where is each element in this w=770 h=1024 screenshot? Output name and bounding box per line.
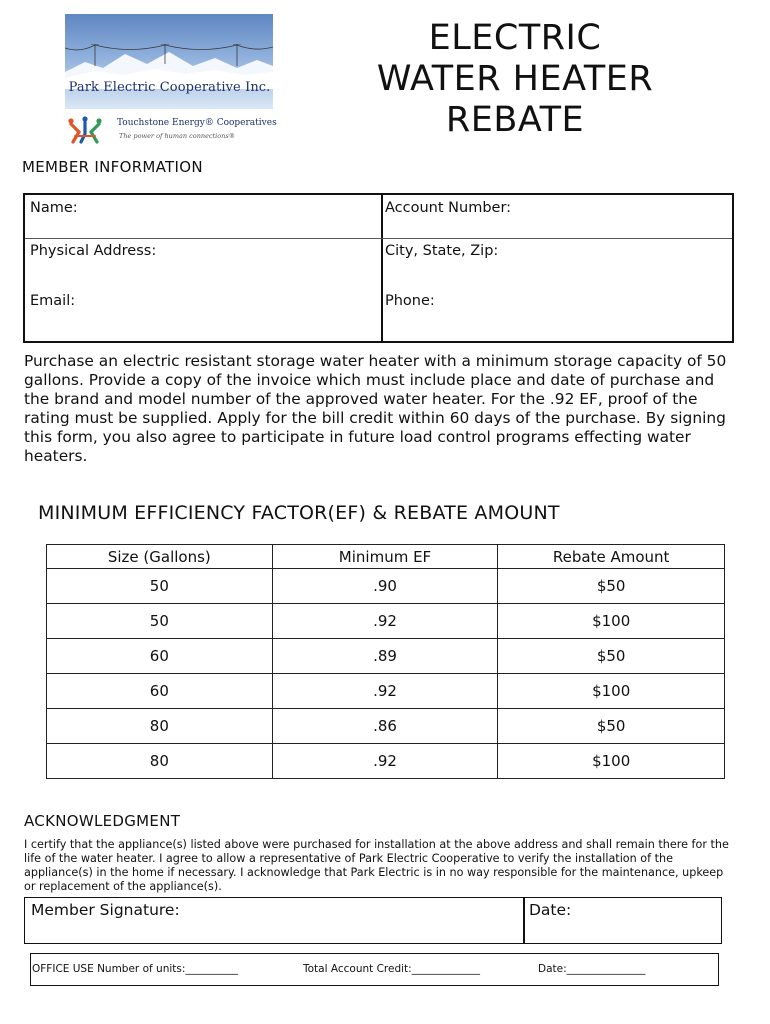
ef-cell: .89 [272,639,498,674]
size-cell: 80 [47,744,273,779]
title-line: REBATE [445,100,585,140]
account-number-field[interactable]: Account Number: [385,200,512,216]
table-row [47,744,725,779]
form-title [330,18,700,141]
column-header: Rebate Amount [498,545,725,569]
logo-org-name: Park Electric Cooperative Inc. [68,80,271,95]
member-info-grid [23,193,734,343]
ef-cell: .92 [272,674,498,709]
table-header-row [47,545,725,569]
email-field[interactable]: Email: [30,293,76,309]
physical-address-field[interactable]: Physical Address: [30,243,157,259]
column-header: Size (Gallons) [47,545,273,569]
rebate-table [46,544,725,779]
rebate-cell: $100 [498,674,725,709]
table-row [47,709,725,744]
ef-cell: .92 [272,604,498,639]
touchstone-energy-mark [67,116,277,146]
phone-field[interactable]: Phone: [385,293,435,309]
member-signature-field[interactable]: Member Signature: [31,901,180,919]
rebate-cell: $100 [498,744,725,779]
table-row [47,604,725,639]
table-row [47,674,725,709]
office-date-field[interactable]: Date:_______________ [538,963,646,975]
acknowledgment-text: I certify that the appliance(s) listed above were purchased for installation at the above address and shall remain there for the life of the water heater. I agree to allow a representative of Park Electric Cooperative to verify the installation of the appliance(s) in the home if necessary. I acknowledge that Park Electric is in no way responsible for the maintenance, upkeep or replacement of the appliance(s). [24,838,729,893]
ef-cell: .92 [272,744,498,779]
logo-partner-name: Touchstone Energy® Cooperatives [117,118,277,128]
touchstone-people-icon [67,116,103,144]
acknowledgment-heading: ACKNOWLEDGMENT [24,812,181,830]
rebate-cell: $50 [498,709,725,744]
name-field[interactable]: Name: [30,200,78,216]
office-credit-field[interactable]: Total Account Credit:_____________ [303,963,480,975]
size-cell: 50 [47,604,273,639]
signature-divider [523,898,525,943]
member-info-heading: MEMBER INFORMATION [22,158,203,176]
column-header: Minimum EF [272,545,498,569]
size-cell: 50 [47,569,273,604]
rebate-cell: $100 [498,604,725,639]
title-line: ELECTRIC [428,18,602,58]
office-units-field[interactable]: OFFICE USE Number of units:__________ [32,963,238,975]
signature-box [24,897,722,944]
title-line: WATER HEATER [376,59,654,99]
office-use-box [30,953,719,986]
table-row [47,569,725,604]
size-cell: 80 [47,709,273,744]
ef-cell: .90 [272,569,498,604]
rebate-cell: $50 [498,639,725,674]
grid-divider [25,238,732,239]
signature-date-field[interactable]: Date: [529,901,572,919]
size-cell: 60 [47,639,273,674]
logo-partner-tagline: The power of human connections® [119,132,236,140]
grid-divider [381,195,383,341]
table-row [47,639,725,674]
ef-cell: .86 [272,709,498,744]
rebate-table-title: MINIMUM EFFICIENCY FACTOR(EF) & REBATE AMOUNT [38,502,560,524]
rebate-cell: $50 [498,569,725,604]
city-state-zip-field[interactable]: City, State, Zip: [385,243,499,259]
size-cell: 60 [47,674,273,709]
cooperative-logo [62,14,277,146]
instructions-paragraph: Purchase an electric resistant storage water heater with a minimum storage capacity of 50 gallons. Provide a copy of the invoice which must include place and date of purchase and the brand and model number of the approved water heater. For the .92 EF, proof of the rating must be supplied. Apply for the bill credit within 60 days of the purchase. By signing this form, you also agree to participate in future load control programs effecting water heaters. [24,352,727,465]
